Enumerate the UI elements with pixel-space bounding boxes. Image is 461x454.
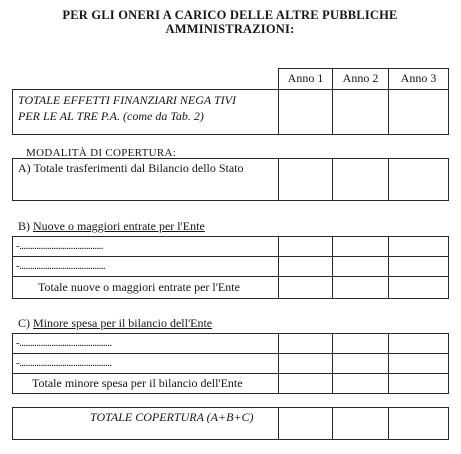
section-c-entry-1[interactable]: -...........................................: [16, 337, 112, 349]
section-b-heading: B) Nuove o maggiori entrate per l'Ente: [18, 219, 205, 233]
modalita-copertura-label: MODALITÀ DI COPERTURA:: [26, 147, 177, 159]
totale-effetti-label-line2: PER LE AL TRE P.A. (come da Tab. 2): [18, 109, 204, 123]
totale-copertura-label: TOTALE COPERTURA (A+B+C): [90, 410, 254, 424]
form-title-line1: PER GLI ONERI A CARICO DELLE ALTRE PUBBLICHE: [62, 8, 398, 22]
column-header-anno-2: Anno 2: [332, 68, 389, 90]
totale-effetti-label-line1: TOTALE EFFETTI FINANZIARI NEGA TIVI: [18, 93, 237, 107]
section-b-entry-2[interactable]: -........................................: [16, 260, 106, 272]
section-b-total-label: Totale nuove o maggiori entrate per l'Ente: [38, 280, 240, 294]
form-title-line2: AMMINISTRAZIONI:: [165, 22, 295, 36]
section-a-label: A) Totale trasferimenti dal Bilancio dello Stato: [18, 161, 244, 175]
section-c-total-label: Totale minore spesa per il bilancio dell'Ente: [32, 376, 243, 390]
column-header-anno-1: Anno 1: [278, 68, 333, 90]
section-c-entry-2[interactable]: -...........................................: [16, 357, 112, 369]
section-c-heading: C) Minore spesa per il bilancio dell'Ente: [18, 316, 213, 330]
section-b-entry-1[interactable]: -.......................................: [16, 240, 103, 252]
column-header-anno-3: Anno 3: [388, 68, 449, 90]
